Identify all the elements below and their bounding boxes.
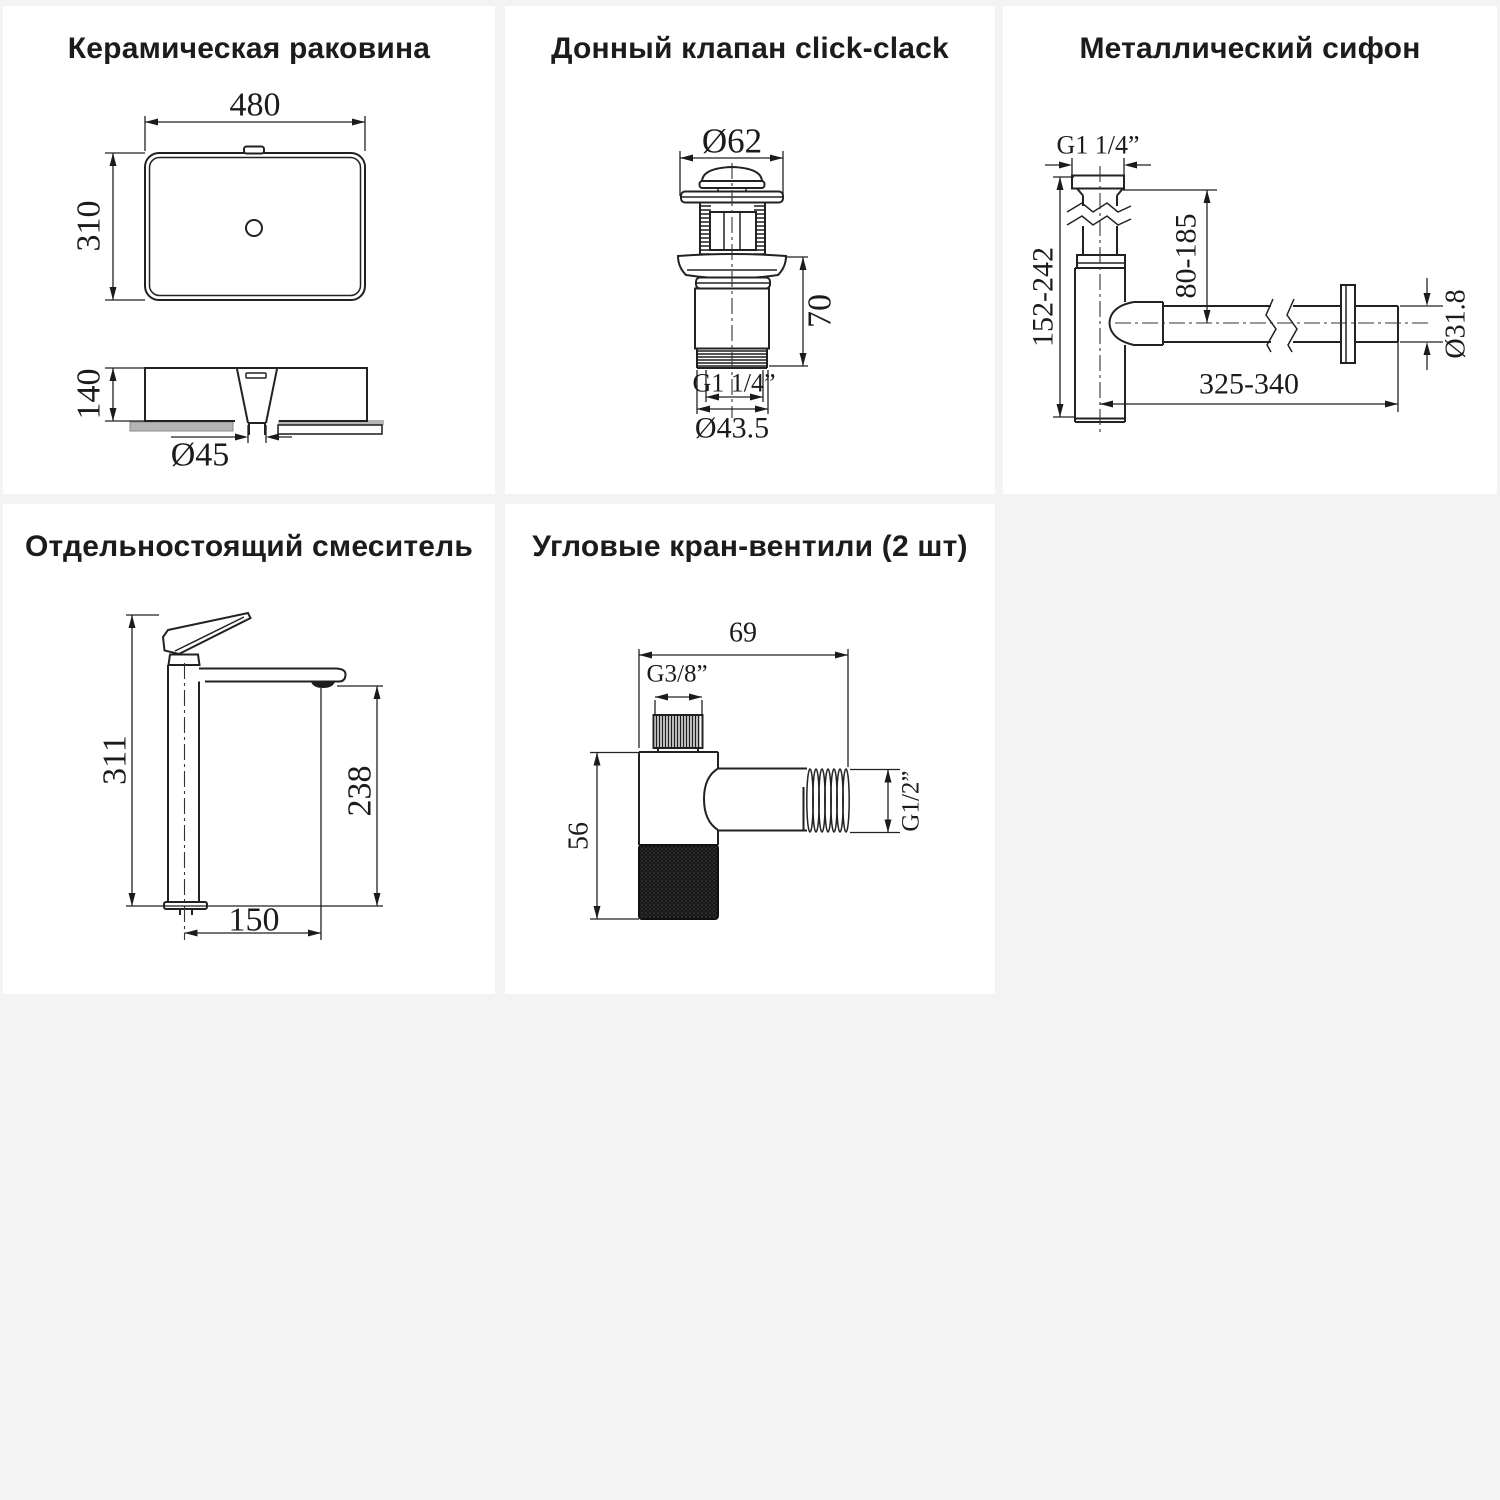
valve-cap-label: Ø62 (701, 121, 763, 161)
siphon-dim-inlet (1123, 190, 1217, 323)
mixer-drawing (3, 504, 495, 994)
sink-height-label: 140 (70, 368, 108, 420)
angle-valve-outlet-label: G1/2” (897, 770, 925, 832)
valve-diameter-label: Ø43.5 (694, 411, 770, 445)
panel-ceramic-sink (3, 6, 495, 494)
mixer-dim-height (97, 615, 384, 906)
sink-drain-label: Ø45 (170, 436, 230, 474)
sink-depth-label: 310 (70, 200, 108, 252)
siphon-length-label: 325-340 (1199, 367, 1299, 401)
mixer-spout-height-label: 238 (341, 765, 379, 817)
sink-dim-width (145, 87, 365, 152)
sink-drawing (3, 6, 495, 494)
angle-valve-inlet-label: G3/8” (646, 660, 708, 688)
siphon-height-label: 152-242 (1026, 247, 1060, 347)
sink-dim-height (71, 368, 146, 421)
mixer-title: Отдельностоящий смеситель (24, 530, 474, 563)
valve-dim-thread (692, 369, 775, 403)
siphon-thread-label: G1 1/4” (1056, 130, 1140, 160)
angle-valve-title: Угловые кран-вентили (2 шт) (532, 530, 968, 563)
siphon-inlet-label: 80-185 (1169, 213, 1203, 299)
siphon-pipe-label: Ø31.8 (1440, 289, 1472, 359)
angle-valve-dim-outlet (850, 770, 925, 833)
sink-width-label: 480 (229, 86, 281, 124)
siphon-title: Металлический сифон (1079, 32, 1421, 65)
valve-drawing (505, 6, 995, 494)
panel-mixer (3, 504, 495, 994)
siphon-drawing (1003, 6, 1497, 494)
angle-valve-dim-width (639, 618, 848, 768)
angle-valve-dim-height (564, 753, 640, 920)
siphon-dim-thread (1045, 131, 1151, 177)
sink-title: Керамическая раковина (67, 32, 431, 65)
angle-valve-width-label: 69 (729, 617, 757, 649)
angle-valve-height-label: 56 (563, 822, 595, 850)
sink-side-view (130, 368, 384, 435)
panel-angle-valve (505, 504, 995, 994)
valve-thread-label: G1 1/4” (692, 368, 776, 398)
sink-top-view (145, 147, 365, 301)
siphon-dim-pipe (1400, 278, 1472, 370)
mixer-dim-spout-height (337, 686, 383, 906)
panel-siphon (1003, 6, 1497, 494)
valve-height-label: 70 (801, 294, 839, 328)
valve-title: Донный клапан click-clack (551, 32, 949, 65)
sink-dim-depth (71, 153, 146, 300)
mixer-reach-label: 150 (228, 901, 280, 939)
siphon-dim-height (1027, 177, 1076, 417)
angle-valve-body (639, 715, 849, 919)
sink-dim-drain (171, 425, 292, 474)
angle-valve-knurled-handle (639, 845, 718, 919)
mixer-body (163, 613, 346, 940)
angle-valve-dim-inlet (646, 661, 707, 716)
angle-valve-drawing (505, 504, 995, 994)
mixer-height-label: 311 (96, 735, 134, 785)
panel-drain-valve (505, 6, 995, 494)
